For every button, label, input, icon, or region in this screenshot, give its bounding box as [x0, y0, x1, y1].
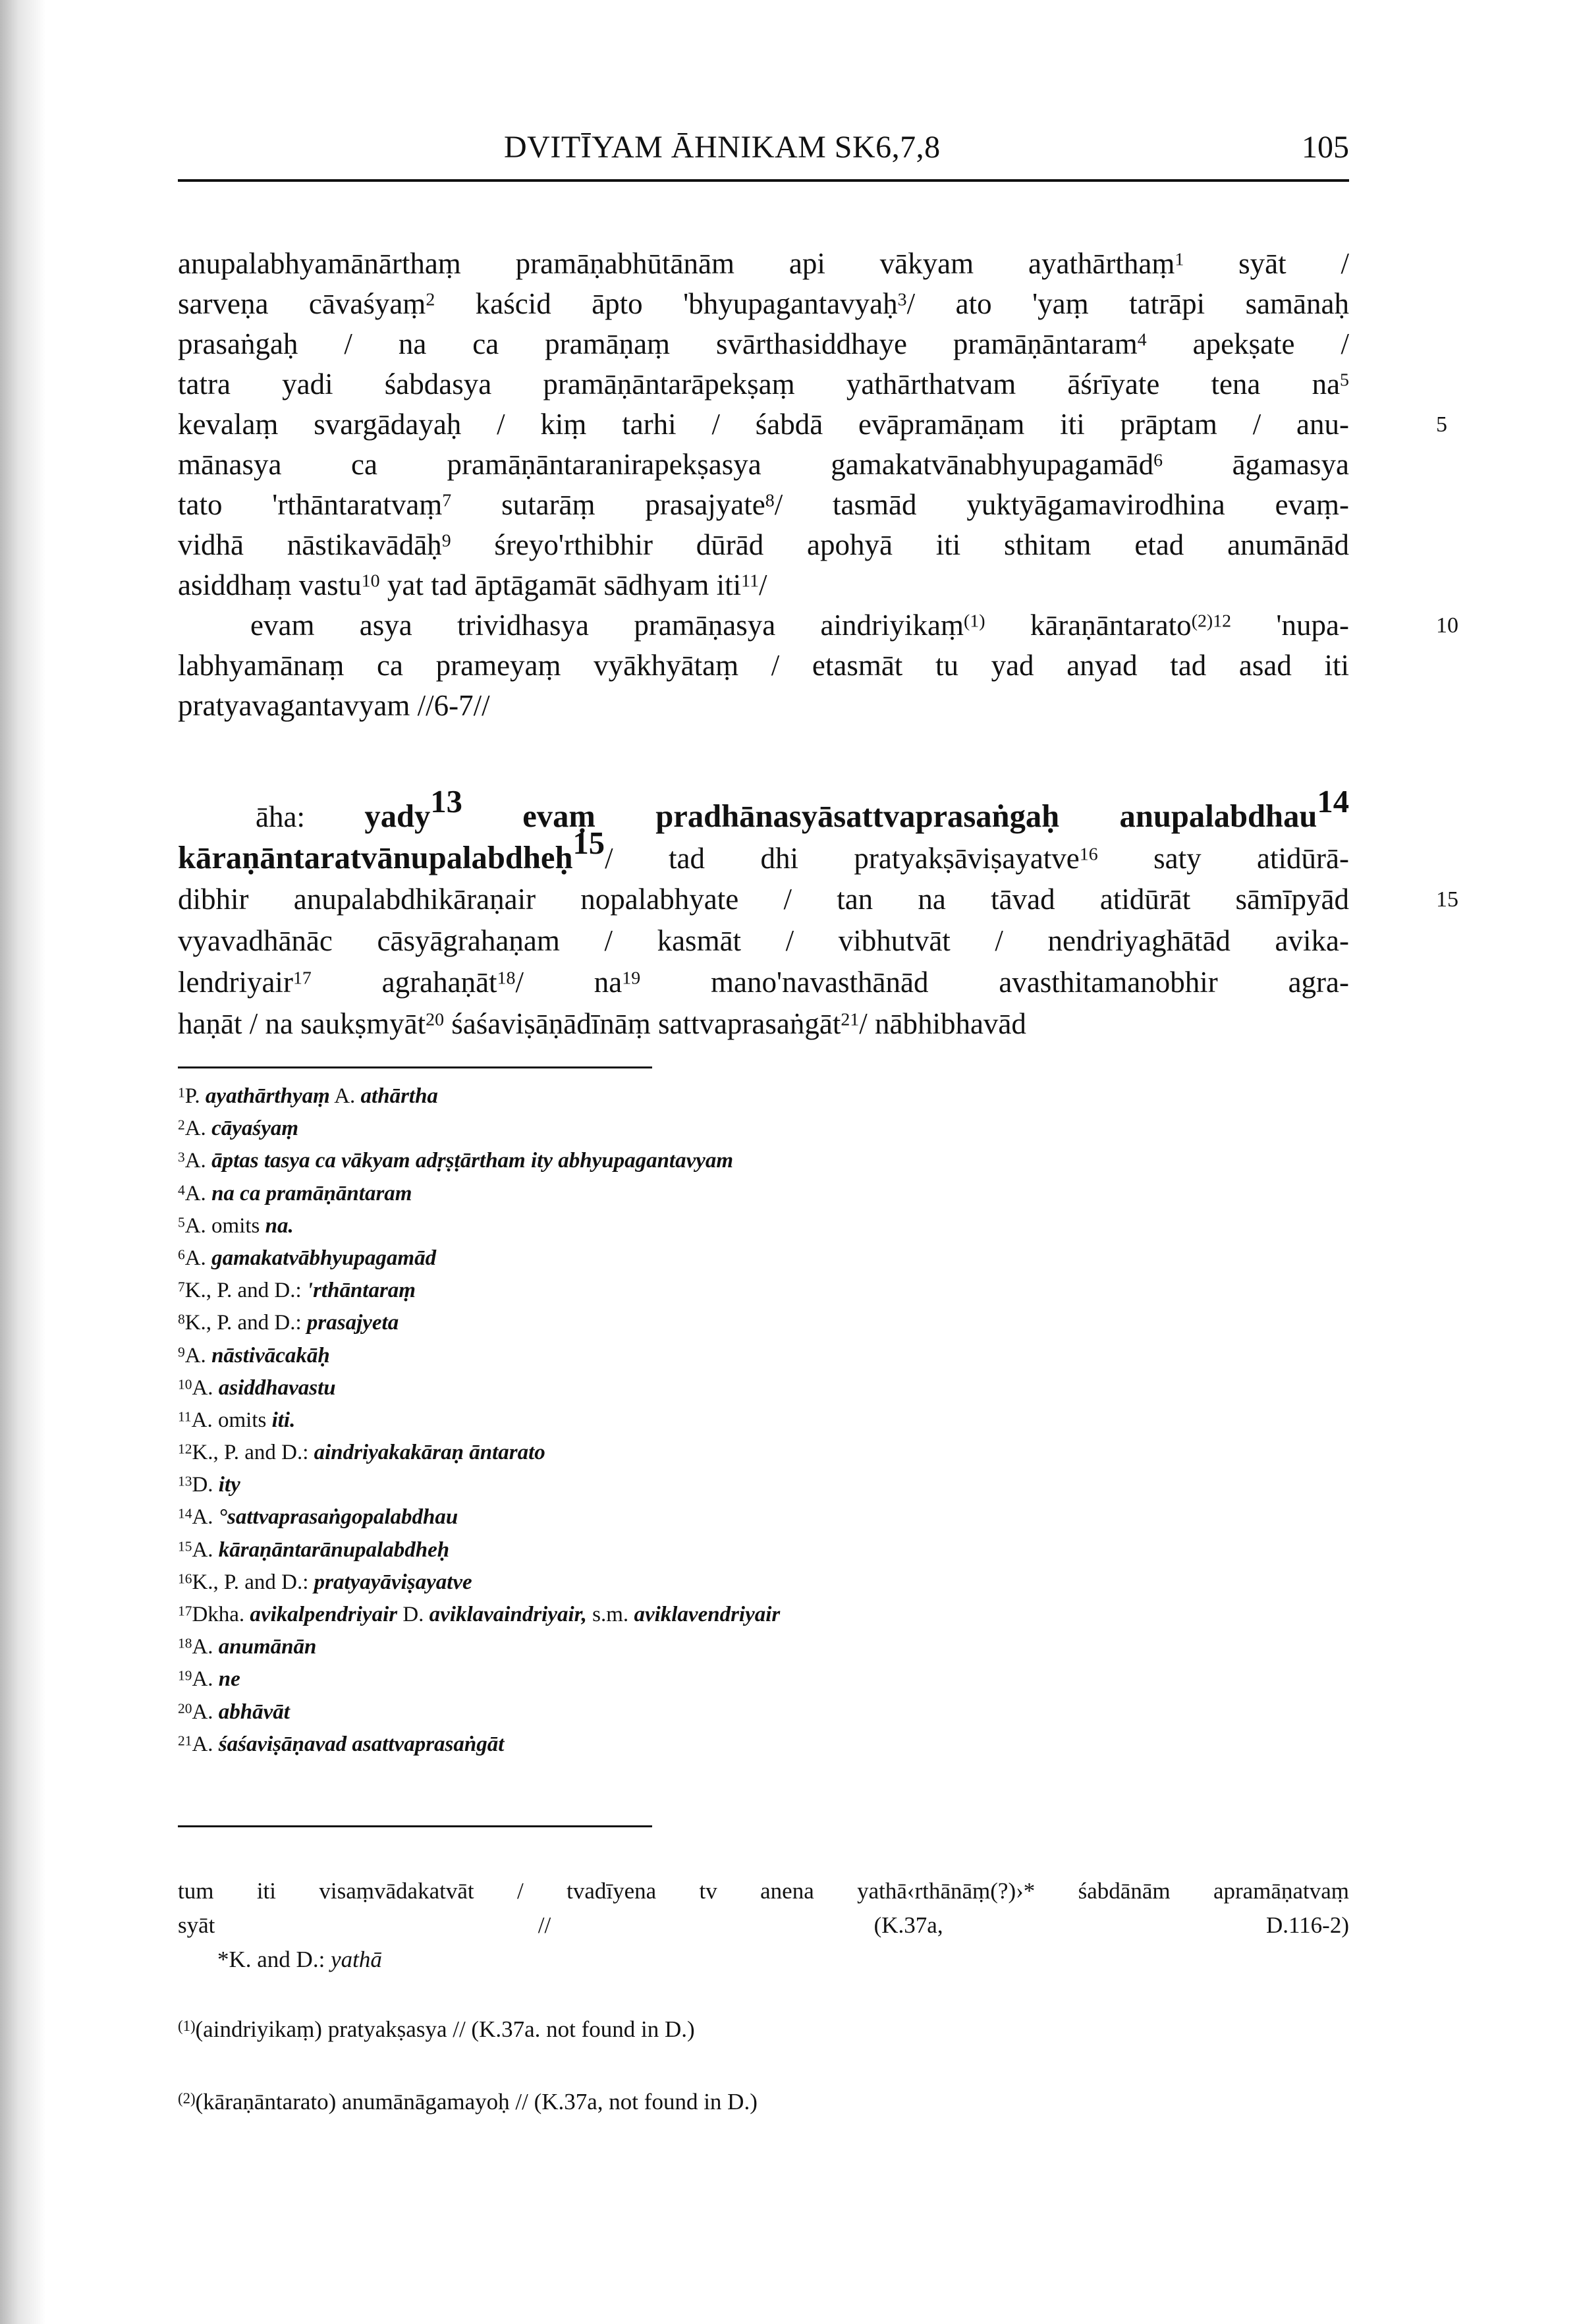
footnote: [178, 1696, 1349, 1729]
text-run: A.: [192, 1635, 219, 1659]
text-run: D.: [192, 1473, 219, 1497]
text-line: [178, 605, 1349, 646]
footnote-ref: 6: [1153, 450, 1163, 471]
footnote-ref: 16: [1079, 844, 1098, 865]
scan-shadow: [0, 0, 46, 2324]
text-run: mano'navasthānād avasthitamanobhir agra-: [640, 966, 1350, 999]
note-marker: (2): [178, 2089, 196, 2107]
text-run: āha:: [256, 800, 365, 833]
text-run: kaścid āpto 'bhyupagantavyaḥ: [435, 287, 898, 320]
text-line: [178, 686, 1349, 726]
text-run: aindriyakakāraṇ āntarato: [314, 1441, 545, 1465]
footnote-number: 2: [178, 1117, 185, 1133]
text-run: 'rthāntaraṃ: [306, 1279, 416, 1303]
text-run: s.m.: [586, 1603, 634, 1626]
text-run: abhāvāt: [218, 1700, 290, 1724]
text-run: asiddhaṃ vastu: [178, 568, 362, 601]
footnotes: [178, 1080, 1349, 1761]
footnote-ref: 4: [1137, 329, 1147, 350]
footnote-ref: 19: [622, 968, 641, 989]
note-2: [178, 2085, 758, 2119]
text-run: cāyaśyaṃ: [211, 1117, 299, 1141]
text-run: lendriyair: [178, 966, 293, 999]
text-line: [178, 825, 1349, 879]
text-run: A.: [184, 1149, 212, 1173]
footnote-ref: 20: [426, 1009, 445, 1030]
text-run: iti.: [271, 1408, 296, 1432]
text-run: ayathārthyaṃ: [205, 1084, 330, 1108]
text-run: vyavadhānāc cāsyāgrahaṇam / kasmāt / vibhutvāt / nendriyaghātād avika-: [178, 924, 1349, 957]
text-run: kāraṇāntarato: [985, 609, 1192, 642]
line-number: 15: [1436, 887, 1458, 912]
text-run: yady: [364, 798, 431, 834]
commentary-rule: [178, 1825, 652, 1827]
text-run: K., P. and D.:: [192, 1570, 314, 1594]
note-text: (kāraṇāntarato) anumānāgamayoḥ // (K.37a, not found in D.): [195, 2089, 758, 2115]
text-run: saty atidūrā-: [1097, 842, 1349, 875]
text-line: [178, 404, 1349, 445]
text-run: śaśaviṣāṇavad asattvaprasaṅgāt: [218, 1732, 505, 1756]
footnote: [178, 1599, 1349, 1631]
text-run: aviklavaindriyair,: [429, 1603, 587, 1626]
footnote-ref: 21: [841, 1009, 860, 1030]
text-run: / nābhibhavād: [859, 1007, 1026, 1040]
footnote-number: 3: [178, 1149, 185, 1165]
footnote-number: 1: [178, 1084, 185, 1101]
text-run: P.: [184, 1084, 206, 1108]
text-run: °sattvaprasaṅgopalabdhau: [218, 1505, 458, 1530]
text-line: [178, 1908, 1349, 1943]
footnote-rule: [178, 1066, 652, 1068]
text-run: kāraṇāntarānupalabdheḥ: [218, 1537, 450, 1562]
text-run: sutarāṃ prasajyate: [451, 488, 765, 521]
text-run: anumānān: [218, 1635, 317, 1659]
text-run: pratyavagantavyam //6-7//: [178, 689, 490, 722]
commentary: [178, 1874, 1349, 1977]
header-rule: [178, 179, 1349, 182]
footnote-number: 10: [178, 1376, 192, 1393]
footnote-ref: 9: [441, 530, 451, 551]
footnote: [178, 1631, 1349, 1663]
footnote: [178, 1242, 1349, 1275]
footnote-ref: 7: [442, 490, 452, 511]
text-run: / ato 'yaṃ tatrāpi samānaḥ: [906, 287, 1349, 320]
text-run: athārtha: [360, 1084, 438, 1108]
footnote-ref: (1): [963, 611, 985, 632]
text-line: [178, 364, 1349, 404]
footnote-number: 19: [178, 1667, 192, 1684]
text-run: Dkha.: [192, 1603, 250, 1626]
text-line: [178, 646, 1349, 686]
text-run: 'nupa-: [1231, 609, 1349, 642]
text-line: [178, 244, 1349, 284]
footnote-ref: 10: [361, 570, 380, 592]
text-run: A.: [192, 1537, 219, 1562]
text-run: na.: [265, 1213, 294, 1238]
footnote: [178, 1404, 1349, 1437]
text-line: [178, 565, 1349, 605]
footnote-ref: 8: [765, 490, 775, 511]
text-run: sarveṇa cāvaśyaṃ: [178, 287, 426, 320]
footnote-number: 12: [178, 1441, 192, 1457]
footnote: [178, 1534, 1349, 1566]
text-run: mānasya ca pramāṇāntaranirapekṣasya gamakatvānabhyupagamād: [178, 448, 1154, 481]
text-run: śreyo'rthibhir dūrād apohyā iti sthitam etad anumānād: [451, 528, 1349, 561]
text-run: tatra yadi śabdasya pramāṇāntarāpekṣaṃ yathārthatvam āśrīyate tena na: [178, 368, 1341, 401]
text-run: evam asya trividhasya pramāṇasya aindriyikaṃ: [250, 609, 964, 642]
footnote: [178, 1178, 1349, 1210]
header-title: DVITĪYAM ĀHNIKAM SK6,7,8: [504, 130, 941, 165]
text-line: [178, 445, 1349, 485]
text-line: [178, 485, 1349, 525]
footnote-ref: 14: [1317, 784, 1349, 820]
text-run: A.: [184, 1117, 212, 1141]
footnote-number: 4: [178, 1181, 185, 1198]
footnote-number: 20: [178, 1700, 192, 1716]
footnote-ref: (2)12: [1191, 611, 1232, 632]
text-run: / tad dhi pratyakṣāviṣayatve: [605, 842, 1080, 875]
text-run: apekṣate /: [1146, 327, 1349, 360]
text-run: A.: [192, 1505, 219, 1530]
footnote-number: 17: [178, 1603, 192, 1619]
footnote-number: 15: [178, 1538, 192, 1555]
text-line: [178, 962, 1349, 1003]
text-line: [178, 525, 1349, 565]
text-line: [178, 879, 1349, 920]
running-header: [178, 129, 1349, 175]
footnote: [178, 1437, 1349, 1469]
text-run: avikalpendriyair: [250, 1603, 398, 1626]
note-text: (aindriyikaṃ) pratyakṣasya // (K.37a. not found in D.): [195, 2016, 695, 2042]
footnote-number: 13: [178, 1473, 192, 1489]
line-number: 10: [1436, 613, 1458, 638]
text-line: [178, 1874, 1349, 1908]
line-number: 5: [1436, 412, 1447, 437]
text-run: āptas tasya ca vākyam adṛṣṭārtham ity abhyupagantavyam: [211, 1149, 734, 1173]
text-run: śaśaviṣāṇādīnāṃ sattvaprasaṅgāt: [444, 1007, 841, 1040]
footnote-number: 11: [178, 1408, 192, 1425]
text-run: K., P. and D.:: [184, 1279, 307, 1303]
footnote: [178, 1340, 1349, 1372]
footnote-number: 6: [178, 1246, 185, 1263]
note-marker: (1): [178, 2017, 196, 2034]
footnote-ref: 3: [897, 289, 907, 310]
text-run: tato 'rthāntaratvaṃ: [178, 488, 443, 521]
text-run: A.: [192, 1700, 219, 1724]
text-run: A.: [192, 1667, 219, 1692]
footnote-number: 9: [178, 1343, 185, 1360]
footnote: [178, 1663, 1349, 1696]
footnote: [178, 1080, 1349, 1113]
text-run: vidhā nāstikavādāḥ: [178, 528, 442, 561]
text-run: kāraṇāntaratvānupalabdheḥ: [178, 840, 573, 875]
text-run: A. omits: [184, 1213, 265, 1238]
footnote-number: 8: [178, 1311, 185, 1327]
text-run: asiddhavastu: [218, 1375, 336, 1400]
text-run: kevalaṃ svargādayaḥ / kiṃ tarhi / śabdā evāpramāṇam iti prāptam / anu-: [178, 408, 1349, 441]
footnote: [178, 1145, 1349, 1177]
text-run: gamakatvābhyupagamād: [211, 1246, 437, 1270]
text-line: [178, 784, 1349, 837]
footnote-ref: 5: [1340, 370, 1349, 391]
footnote-ref: 17: [292, 968, 312, 989]
footnote: [178, 1307, 1349, 1339]
footnote-ref: 13: [430, 784, 462, 820]
footnote-number: 7: [178, 1279, 185, 1295]
footnote: [178, 1469, 1349, 1501]
footnote-number: 5: [178, 1214, 185, 1231]
text-run: agrahaṇāt: [311, 966, 497, 999]
footnote: [178, 1372, 1349, 1404]
footnote-ref: 15: [572, 825, 605, 862]
text-run: A.: [184, 1181, 212, 1205]
text-run: dibhir anupalabdhikāraṇair nopalabhyate / tan na tāvad atidūrāt sāmīpyād: [178, 883, 1349, 916]
text-run: K., P. and D.:: [184, 1311, 307, 1335]
footnote: [178, 1566, 1349, 1599]
text-run: D.: [397, 1603, 429, 1626]
footnote-number: 14: [178, 1505, 192, 1522]
text-run: K., P. and D.:: [192, 1441, 314, 1465]
text-run: A. omits: [191, 1408, 272, 1432]
text-run: na ca pramāṇāntaram: [211, 1181, 412, 1205]
text-line: [178, 920, 1349, 962]
text-run: ne: [218, 1667, 240, 1692]
text-run: A.: [192, 1732, 219, 1756]
footnote: [178, 1729, 1349, 1761]
text-run: / tasmād yuktyāgamavirodhina evaṃ-: [774, 488, 1349, 521]
text-run: nāstivācakāḥ: [211, 1343, 330, 1368]
footnote: [178, 1210, 1349, 1242]
footnote: [178, 1113, 1349, 1145]
text-run: āgamasya: [1163, 448, 1349, 481]
footnote-ref: 18: [497, 968, 516, 989]
text-line: [178, 1003, 1349, 1045]
text-run: yat tad āptāgamāt sādhyam iti: [379, 568, 742, 601]
paragraph-2: [178, 784, 1458, 1045]
text-run: prasajyeta: [306, 1311, 399, 1335]
text-run: syāt // (K.37a, D.116-2): [178, 1912, 1349, 1938]
text-run: syāt /: [1184, 247, 1349, 280]
footnote: [178, 1501, 1349, 1534]
text-line: [178, 284, 1349, 324]
text-line: [178, 324, 1349, 364]
text-run: prasaṅgaḥ / na ca pramāṇaṃ svārthasiddhaye pramāṇāntaram: [178, 327, 1138, 360]
text-run: A.: [192, 1375, 219, 1400]
footnote-ref: 11: [741, 570, 760, 592]
text-run: yathā: [331, 1947, 382, 1972]
text-line: [178, 1943, 1349, 1977]
footnote-ref: 2: [426, 289, 435, 310]
text-run: A.: [184, 1343, 212, 1368]
footnote-number: 16: [178, 1570, 192, 1587]
page-number: 105: [1302, 130, 1349, 165]
text-run: A.: [184, 1246, 212, 1270]
text-run: /: [759, 568, 767, 601]
paragraph-1: [178, 244, 1458, 726]
text-run: labhyamānaṃ ca prameyaṃ vyākhyātaṃ / etasmāt tu yad anyad tad asad iti: [178, 649, 1349, 682]
text-run: *K. and D.:: [217, 1947, 331, 1972]
text-run: A.: [329, 1084, 361, 1108]
note-1: [178, 2012, 695, 2047]
text-run: tum iti visaṃvādakatvāt / tvadīyena tv anena yathā‹rthānāṃ(?)›* śabdānām apramāṇatvaṃ: [178, 1878, 1349, 1904]
text-run: haṇāt / na saukṣmyāt: [178, 1007, 426, 1040]
text-run: aviklavendriyair: [634, 1603, 781, 1626]
text-run: anupalabhyamānārthaṃ pramāṇabhūtānām api vākyam ayathārthaṃ: [178, 247, 1175, 280]
footnote-number: 21: [178, 1732, 192, 1749]
footnote-ref: 1: [1175, 249, 1184, 270]
text-run: ity: [218, 1473, 240, 1497]
text-run: / na: [515, 966, 622, 999]
text-run: pratyayāviṣayatve: [314, 1570, 472, 1594]
footnote-number: 18: [178, 1635, 192, 1651]
text-run: evaṃ pradhānasyāsattvaprasaṅgaḥ anupalabdhau: [462, 798, 1317, 834]
footnote: [178, 1275, 1349, 1307]
